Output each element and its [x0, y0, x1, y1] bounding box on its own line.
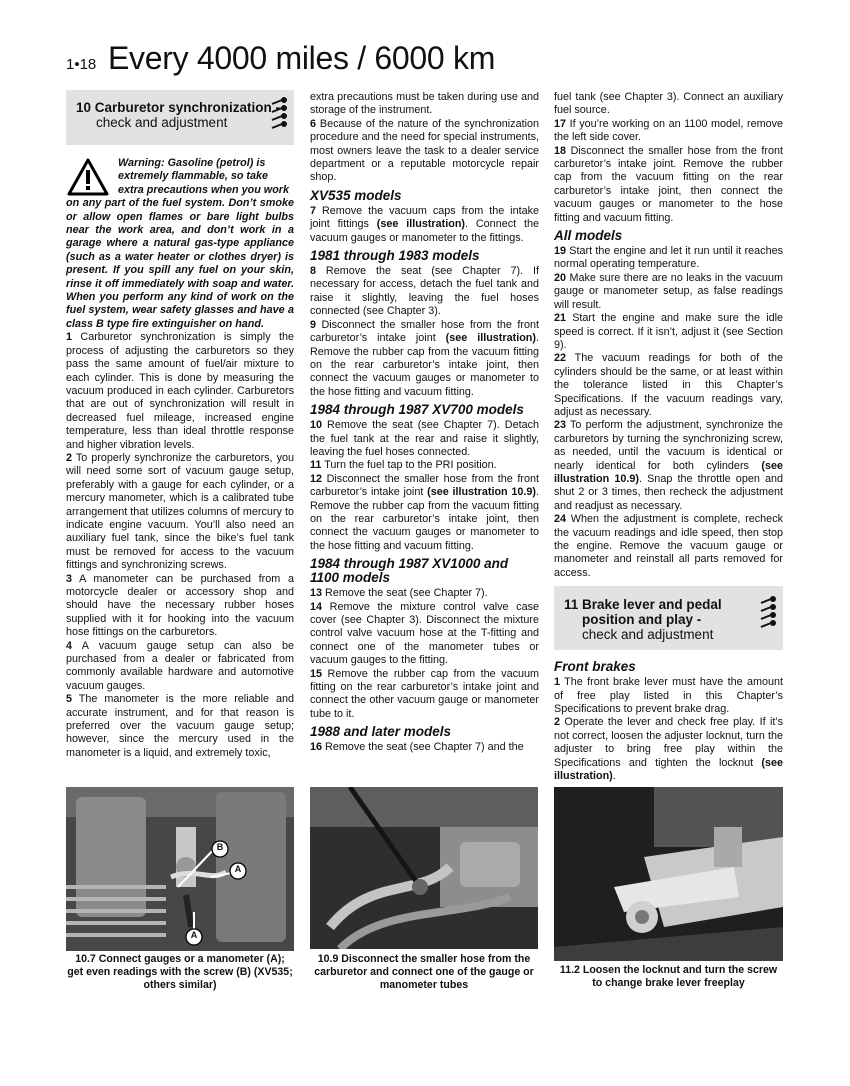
paragraph-22: 22 The vacuum readings for both of the cylinders should be the same, or at least within the tolerance listed in this Chapter’s Specifications. If the vacuum readings vary, adjust as necessary.: [554, 352, 783, 418]
figure-10-7-caption: 10.7 Connect gauges or a manometer (A); get even readings with the screw (B) (XV535; others similar): [67, 953, 293, 991]
figure-11-2-caption: 11.2 Loosen the locknut and turn the screw to change brake lever freeplay: [559, 964, 778, 989]
heading-1988: 1988 and later models: [310, 724, 452, 740]
paragraph-20: 20 Make sure there are no leaks in the vacuum gauge or manometer setup, as false readings will result.: [554, 271, 783, 311]
paragraph-8: 8 Remove the seat (see Chapter 7). If necessary for access, detach the fuel tank and raise it slightly, leaving the fuel hoses connected (see Chapter 3).: [310, 265, 539, 318]
section-11-line-2: position and play -: [582, 612, 702, 628]
paragraph-12: 12 Disconnect the smaller hose from the front carburetor’s intake joint (see illustration 10.9). Remove the rubber cap from the vacuum fitting on the rear carburetor’s intake joint, then connect the vacuum gauges or manometer to the hose fitting and vacuum fitting.: [310, 472, 540, 552]
wrench-difficulty-icon: [268, 96, 290, 136]
paragraph-13: 13 Remove the seat (see Chapter 7).: [310, 587, 488, 600]
figure-10-7-photo: [66, 787, 294, 951]
column-3: [554, 91, 783, 783]
label-a-lower: A: [190, 930, 198, 940]
heading-xv1000: 1984 through 1987 XV1000 and 1100 models: [310, 556, 509, 586]
paragraph-23: 23 To perform the adjustment, synchronize the carburetors by turning the synchronizing screw, as needed, until the vacuum is identical or nearly identical for both cylinders (see illustration 10.9). Snap the throttle open and shut 2 or 3 times, then recheck the adjustment and readjust as necessary.: [554, 419, 783, 512]
paragraph-16: 16 Remove the seat (see Chapter 7) and the: [310, 741, 524, 754]
paragraph-4: 4 A vacuum gauge setup can also be purchased from a dealer or fabricated from commonly available hardware and automotive vacuum gauges.: [66, 639, 294, 692]
brake-paragraph-1: 1 The front brake lever must have the amount of free play listed in this Chapter’s Specifications to prevent brake drag.: [554, 676, 783, 716]
paragraph-21: 21 Start the engine and make sure the idle speed is correct. If it isn’t, adjust it (see Section 9).: [554, 312, 783, 351]
page-title: Every 4000 miles / 6000 km: [108, 40, 496, 76]
paragraph-16-cont: fuel tank (see Chapter 3). Connect an auxiliary fuel source.: [554, 91, 783, 117]
warning-line-3: extra precautions when you work: [118, 183, 289, 196]
paragraph-14: 14 Remove the mixture control valve case cover (see Chapter 3). Disconnect the mixture control valve vacuum hose at the T-fitting and connect one of the manometer tubes or vacuum gauges to the fitting.: [310, 600, 539, 667]
column-2: [310, 91, 539, 755]
brake-paragraph-2: 2 Operate the lever and check free play. If it’s not correct, loosen the adjuster locknut, turn the adjuster to bring free play within the Specifications and tighten the locknut (see illustration).: [554, 716, 783, 783]
warning-body: on any part of the fuel system. Don’t smoke or allow open flames or bare light bulbs near the work area, and don’t work in a garage where a natural gas-type appliance (such as a water heater or clothes dryer) is present. If you spill any fuel on your skin, rinse it off immediately with soap and water. When you perform any kind of work on the fuel system, wear safety glasses and have a class B type fire extinguisher on hand.: [66, 197, 294, 330]
paragraph-1: 1 Carburetor synchronization is simply the process of adjusting the carburetors so they pass the same amount of fuel/air mixture to each cylinder. This is done by measuring the vacuum produced in each cylinder. Carburetors that are out of synchronization will result in decreased fuel mileage, increased engine temperature, less than ideal throttle response and higher vibration levels.: [66, 331, 294, 451]
paragraph-24: 24 When the adjustment is complete, recheck the vacuum readings and idle speed, then stop the engine. Remove the vacuum gauge or manometer and reinstall all parts removed for access.: [554, 513, 783, 579]
section-10-header: [66, 90, 294, 145]
section-11-line-3: check and adjustment: [582, 627, 714, 643]
warning-line-1: Warning: Gasoline (petrol) is: [118, 157, 266, 169]
heading-xv700: 1984 through 1987 XV700 models: [310, 402, 524, 418]
paragraph-9: 9 Disconnect the smaller hose from the front carburetor’s intake joint (see illustration). Remove the rubber cap from the vacuum fitting on the rear carburetor’s intake joint, then connect the vacuum gauges or manometer to the hose fitting and vacuum fitting.: [310, 318, 539, 398]
figure-10-9-photo: [310, 787, 538, 949]
label-b: B: [216, 842, 224, 852]
section-10-title: 10 Carburetor synchronization -: [76, 100, 281, 115]
heading-1981-1983: 1981 through 1983 models: [310, 248, 480, 264]
paragraph-7: 7 Remove the vacuum caps from the intake joint fittings (see illustration). Connect the vacuum gauges or manometer to the fittings.: [310, 204, 539, 244]
paragraph-19: 19 Start the engine and let it run until it reaches normal operating temperature.: [554, 245, 783, 271]
section-11-header: [554, 586, 783, 650]
paragraph-2: 2 To properly synchronize the carburetors, you will need some sort of vacuum gauge setup, preferably with a gauge for each cylinder, or a mercury manometer, which is a calibrated tube arrangement that utilizes columns of mercury to indicate engine vacuum. You’ll also need an auxiliary fuel tank, since the bike’s fuel tank must be removed for access to the vacuum fittings and synchronizing screws.: [66, 451, 294, 572]
warning-triangle-icon: [66, 157, 110, 197]
paragraph-11: 11 Turn the fuel tap to the PRI position.: [310, 459, 497, 472]
figure-11-2-photo: [554, 787, 783, 961]
paragraph-6: 6 Because of the nature of the synchronization procedure and the need for special instruments, most owners leave the task to a dealer service department or a reputable motorcycle repair shop.: [310, 117, 539, 184]
heading-xv535: XV535 models: [310, 187, 402, 203]
paragraph-5-cont: extra precautions must be taken during use and storage of the instrument.: [310, 91, 539, 117]
paragraph-10: 10 Remove the seat (see Chapter 7). Detach the fuel tank at the rear and raise it slightly, leaving the fuel hoses connected.: [310, 419, 539, 458]
figure-10-9-caption: 10.9 Disconnect the smaller hose from the carburetor and connect one of the gauge or manometer tubes: [314, 953, 534, 991]
paragraph-15: 15 Remove the rubber cap from the vacuum fitting on the rear carburetor’s intake joint and connect the other vacuum gauge or manometer tube to it.: [310, 667, 539, 720]
page-number: 1•18: [66, 56, 97, 73]
wrench-difficulty-icon: [757, 595, 779, 635]
paragraph-17: 17 If you’re working on an 1100 model, remove the left side cover.: [554, 117, 783, 144]
heading-all-models: All models: [554, 228, 623, 244]
heading-front-brakes: Front brakes: [554, 659, 636, 675]
section-11-line-1: 11 Brake lever and pedal: [564, 597, 722, 613]
paragraph-18: 18 Disconnect the smaller hose from the front carburetor’s intake joint. Remove the rubber cap from the vacuum fitting on the rear carburetor’s intake joint, then connect the vacuum gauges or manometer to the hose fitting and vacuum fitting.: [554, 144, 783, 224]
warning-line-2: extremely flammable, so take: [118, 170, 269, 183]
label-a: A: [234, 864, 242, 874]
section-10-subtitle: check and adjustment: [96, 115, 228, 130]
column-1: [66, 90, 294, 760]
paragraph-5: 5 The manometer is the more reliable and accurate instrument, and for that reason is preferred over the vacuum gauge setup; however, since the mercury used in the manometer is a liquid, and extremely toxic,: [66, 693, 294, 759]
fuel-warning: [66, 157, 294, 331]
paragraph-3: 3 A manometer can be purchased from a motorcycle dealer or accessory shop and should have the necessary rubber hoses supplied with it for hooking into the vacuum hose fittings on the carburetors.: [66, 572, 294, 639]
